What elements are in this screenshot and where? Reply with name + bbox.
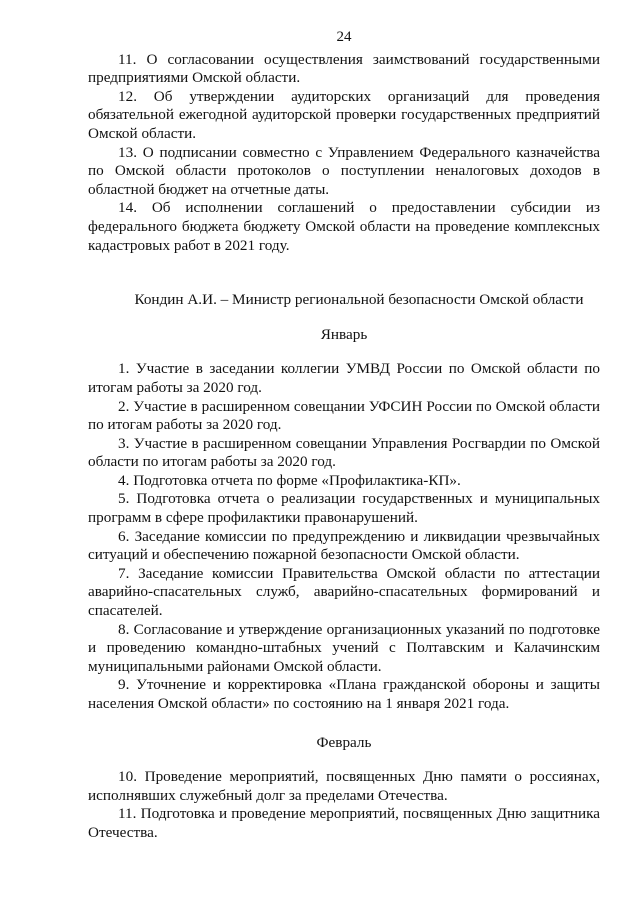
list-item: 11. О согласовании осуществления заимствований государственными предприятиями Омской области. [88, 50, 600, 87]
list-item: 11. Подготовка и проведение мероприятий, посвященных Дню защитника Отечества. [88, 805, 600, 841]
list-item: 1. Участие в заседании коллегии УМВД России по Омской области по итогам работы за 2020 год. [88, 360, 600, 396]
list-item: 7. Заседание комиссии Правительства Омской области по аттестации аварийно-спасательных служб, аварийно-спасательных формирований и спасателей. [88, 564, 600, 620]
list-item: 2. Участие в расширенном совещании УФСИН России по Омской области по итогам работы за 2020 год. [88, 397, 600, 434]
list-item: 13. О подписании совместно с Управлением Федерального казначейства по Омской области протоколов о поступлении неналоговых доходов в областной бюджет на отчетные даты. [88, 143, 600, 198]
list-item: 14. Об исполнении соглашений о предоставлении субсидии из федерального бюджета бюджету Омской области на проведение комплексных кадастровых работ в 2021 году. [88, 199, 600, 254]
list-item: 5. Подготовка отчета о реализации государственных и муниципальных программ в сфере профилактики правонарушений. [88, 490, 600, 527]
list-item: 6. Заседание комиссии по предупреждению и ликвидации чрезвычайных ситуаций и обеспечению пожарной безопасности Омской области. [88, 527, 600, 564]
page-number: 24 [336, 29, 352, 45]
month-heading-january: Январь [320, 325, 368, 343]
list-item: 3. Участие в расширенном совещании Управления Росгвардии по Омской области по итогам работы за 2020 год. [88, 434, 600, 471]
list-item: 8. Согласование и утверждение организационных указаний по подготовке и проведению командно-штабных учений с Полтавским и Калачинским муниципальными районами Омской области. [88, 620, 600, 675]
list-item: 9. Уточнение и корректировка «Плана гражданской обороны и защиты населения Омской области» по состоянию на 1 января 2021 года. [88, 676, 600, 712]
february-list [88, 768, 600, 842]
list-item: 10. Проведение мероприятий, посвященных Дню памяти о россиянах, исполнявших служебный долг за пределами Отечества. [88, 768, 600, 804]
section-a-list [88, 51, 600, 256]
author-heading: Кондин А.И. – Министр региональной безопасности Омской области [134, 291, 584, 309]
january-list [88, 360, 600, 713]
month-heading-february: Февраль [316, 733, 372, 751]
list-item: 4. Подготовка отчета по форме «Профилактика-КП». [118, 471, 461, 489]
list-item: 12. Об утверждении аудиторских организаций для проведения обязательной ежегодной аудиторской проверки государственных предприятий Омской области. [88, 87, 600, 142]
